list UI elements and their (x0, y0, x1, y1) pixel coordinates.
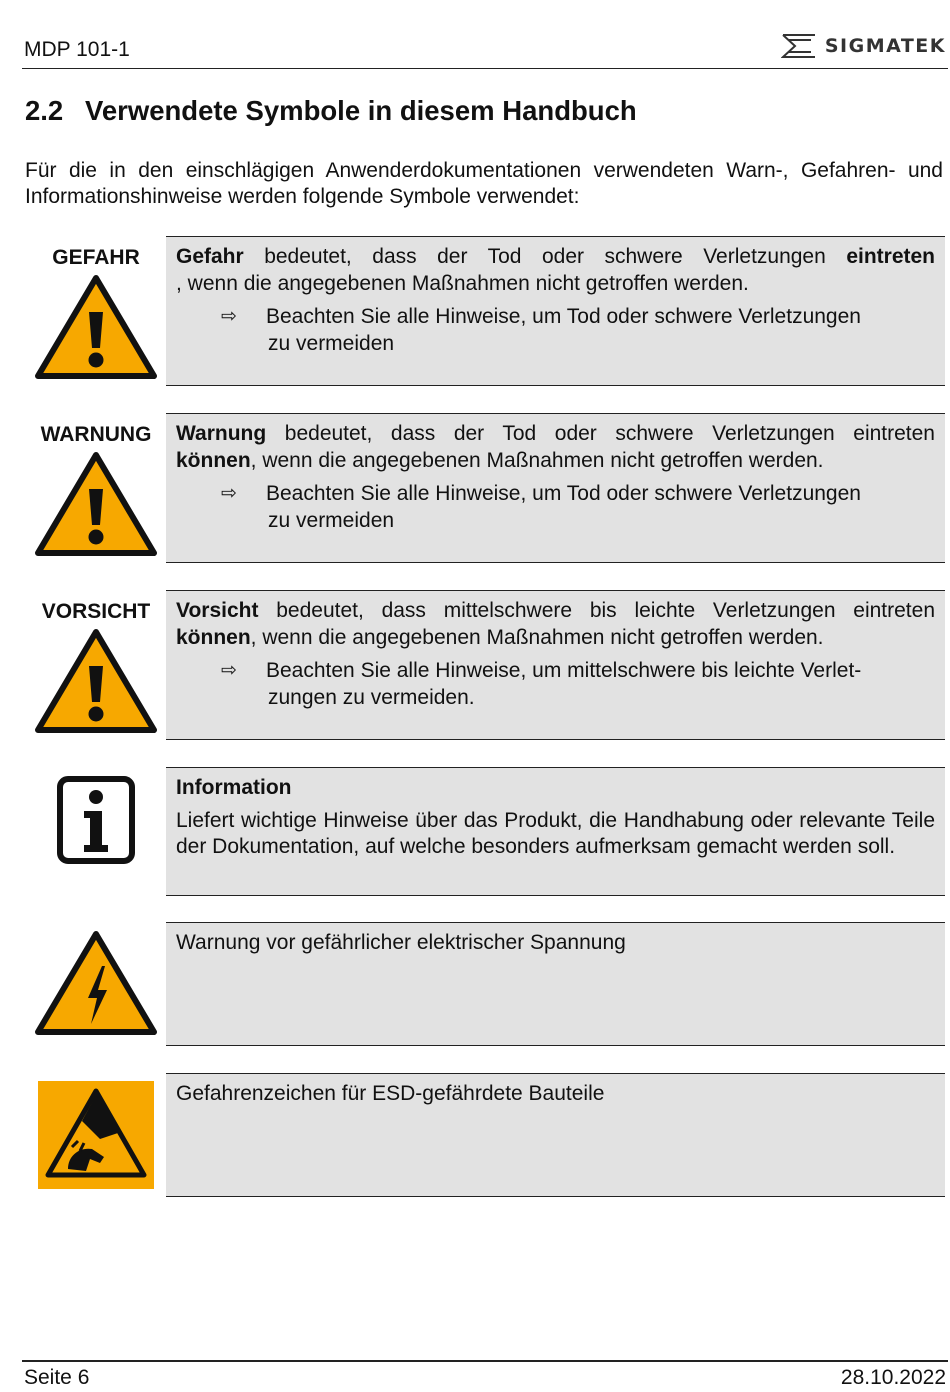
warnung-text-1: bedeutet, dass der Tod oder schwere Verletzungen eintreten (266, 422, 935, 445)
sigmatek-logo-icon (781, 32, 817, 60)
gefahr-row (0, 236, 950, 386)
arrow-right-icon: ⇨ (221, 483, 237, 504)
gefahr-emphasis: eintreten (846, 245, 935, 268)
warnung-signal-word: WARNUNG (40, 423, 152, 446)
warnung-bullet-line-2: zu vermeiden (268, 508, 395, 532)
brand-name: SIGMATEK (824, 35, 946, 57)
warning-triangle-icon (33, 449, 159, 559)
warnung-bullet-line-1: Beachten Sie alle Hinweise, um Tod oder schwere Verletzungen (266, 482, 861, 505)
vorsicht-term: Vorsicht (176, 599, 259, 622)
warnung-bullet (176, 481, 935, 534)
warnung-emphasis: können (176, 448, 251, 472)
vorsicht-symbol (22, 590, 170, 741)
gefahr-signal-word: GEFAHR (52, 246, 140, 269)
information-box (166, 767, 945, 896)
vorsicht-emphasis: können (176, 625, 251, 649)
voltage-symbol (22, 928, 170, 1043)
information-row (0, 767, 950, 896)
vorsicht-bullet (176, 658, 935, 711)
esd-box (166, 1073, 945, 1197)
gefahr-term: Gefahr (176, 245, 244, 268)
warnung-term: Warnung (176, 422, 267, 445)
section-title-text: Verwendete Symbole in diesem Handbuch (85, 95, 637, 126)
sigmatek-logo (781, 32, 946, 60)
page-footer (22, 1360, 948, 1389)
warning-triangle-icon (33, 272, 159, 382)
voltage-row (0, 922, 950, 1046)
warnung-symbol (22, 413, 170, 564)
voltage-box (166, 922, 945, 1046)
warnung-text-2: , wenn die angegebenen Maßnahmen nicht getroffen werden. (250, 448, 824, 472)
vorsicht-box (166, 590, 945, 740)
information-title: Information (176, 776, 292, 799)
esd-symbol (22, 1081, 170, 1194)
gefahr-text-2: , wenn die angegebenen Maßnahmen nicht getroffen werden. (176, 271, 749, 295)
page-number: Seite 6 (24, 1366, 90, 1389)
voltage-text: Warnung vor gefährlicher elektrischer Spannung (176, 931, 626, 954)
document-id: MDP 101-1 (24, 38, 130, 61)
vorsicht-row (0, 590, 950, 740)
gefahr-text-1: bedeutet, dass der Tod oder schwere Verletzungen (243, 245, 847, 268)
gefahr-symbol (22, 236, 170, 387)
section-number: 2.2 (25, 95, 64, 126)
section-title (25, 95, 637, 127)
arrow-right-icon: ⇨ (221, 660, 237, 681)
vorsicht-bullet-line-2: zungen zu vermeiden. (268, 685, 475, 709)
warnung-row (0, 413, 950, 563)
high-voltage-icon (33, 928, 159, 1038)
gefahr-box (166, 236, 945, 386)
info-icon (56, 775, 136, 865)
esd-warning-icon (38, 1081, 154, 1189)
page-header (22, 30, 948, 69)
information-text: Liefert wichtige Hinweise über das Produkt, die Handhabung oder relevante Teile der Dokumentation, auf welche besonders aufmerksam gemacht werden soll. (176, 808, 935, 858)
esd-row (0, 1073, 950, 1197)
arrow-right-icon: ⇨ (221, 306, 237, 327)
gefahr-bullet (176, 304, 935, 357)
warning-triangle-icon (33, 626, 159, 736)
warnung-box (166, 413, 945, 563)
vorsicht-text-2: , wenn die angegebenen Maßnahmen nicht getroffen werden. (250, 625, 824, 649)
esd-text: Gefahrenzeichen für ESD-gefährdete Bauteile (176, 1082, 605, 1105)
document-date: 28.10.2022 (840, 1366, 946, 1389)
intro-paragraph: Für die in den einschlägigen Anwenderdokumentationen verwendeten Warn-, Gefahren- und Informationshinweise werden folgende Symbole verwendet: (25, 159, 943, 208)
vorsicht-text-1: bedeutet, dass mittelschwere bis leichte Verletzungen eintreten (258, 599, 935, 622)
information-symbol (22, 775, 170, 870)
gefahr-bullet-line-1: Beachten Sie alle Hinweise, um Tod oder schwere Verletzungen (266, 305, 861, 328)
vorsicht-bullet-line-1: Beachten Sie alle Hinweise, um mittelschwere bis leichte Verlet- (266, 659, 862, 682)
gefahr-bullet-line-2: zu vermeiden (268, 331, 395, 355)
vorsicht-signal-word: VORSICHT (41, 600, 151, 623)
